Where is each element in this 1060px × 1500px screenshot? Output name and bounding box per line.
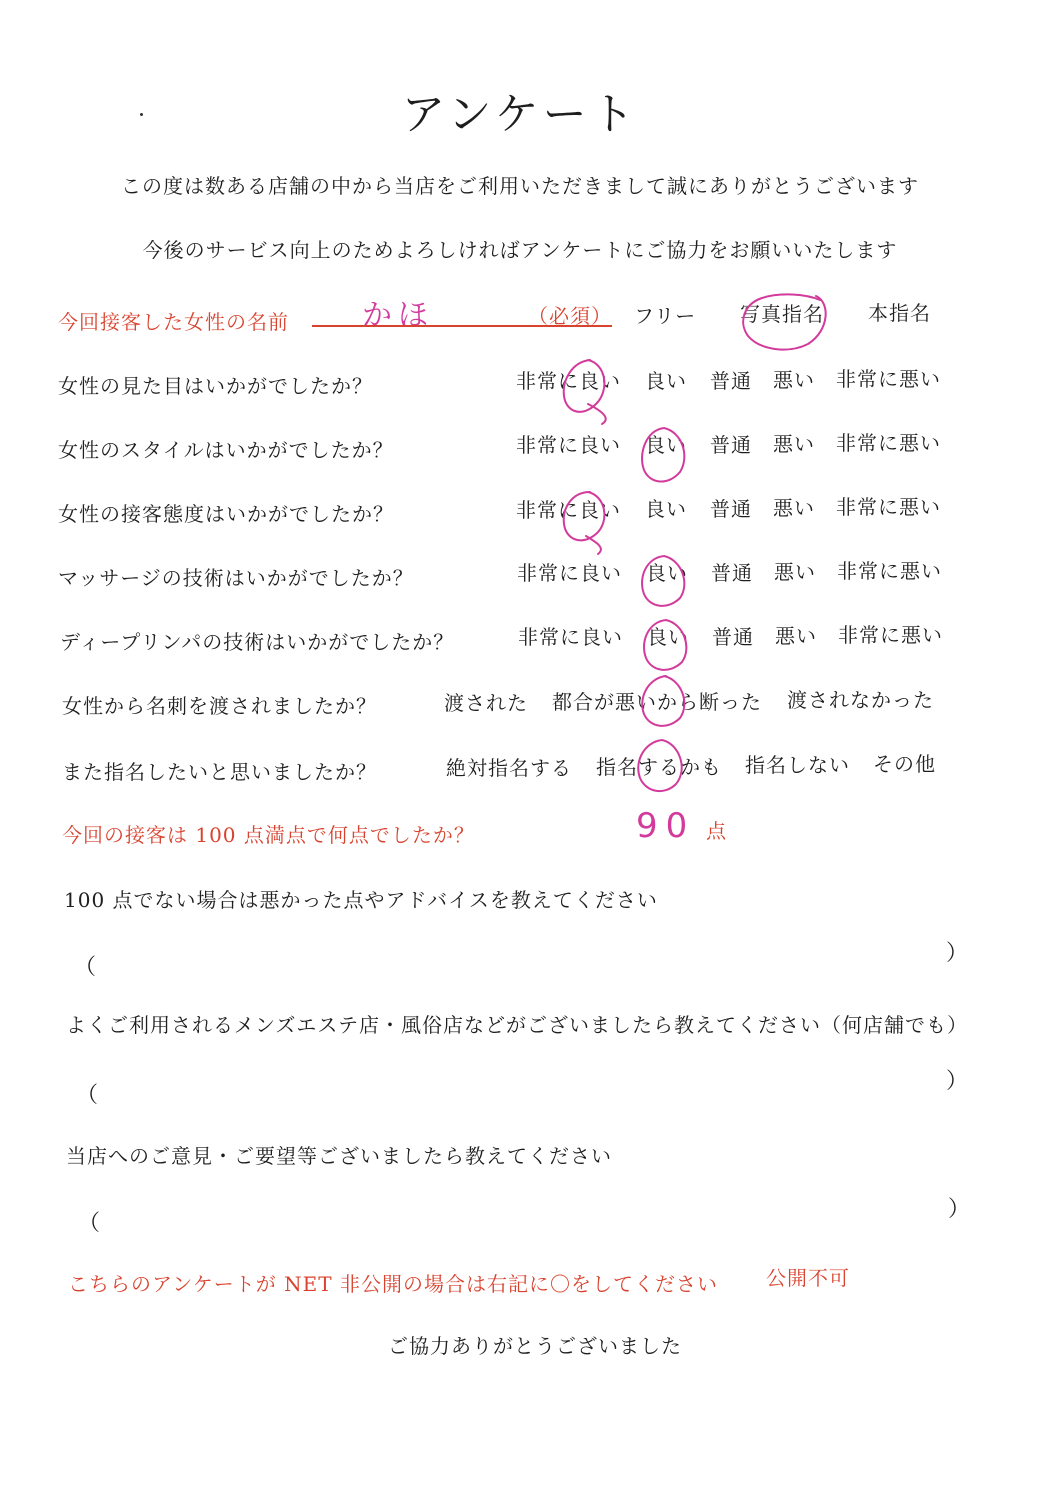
q3-very-bad[interactable]: 非常に悪い — [836, 495, 941, 519]
q3-very-good[interactable]: 非常に良い — [516, 498, 621, 522]
q5-bad[interactable]: 悪い — [775, 624, 817, 648]
question-rebook: また指名したいと思いましたか？ — [62, 760, 377, 784]
required-note: （必須） — [528, 304, 612, 328]
q1-normal[interactable]: 普通 — [710, 369, 752, 393]
question-business-card: 女性から名刺を渡されましたか？ — [62, 694, 377, 718]
thanks-message: ご協力ありがとうございました — [388, 1334, 682, 1358]
question-looks: 女性の見た目はいかがでしたか？ — [58, 374, 373, 398]
circle-q3-very-good — [564, 492, 605, 540]
q3-good[interactable]: 良い — [645, 497, 687, 521]
intro-line-2: 今後のサービス向上のためよろしければアンケートにご協力をお願いいたします — [142, 238, 898, 262]
circle-photo-nomination — [743, 294, 825, 349]
q5-normal[interactable]: 普通 — [712, 625, 754, 649]
q2-good[interactable]: 良い — [645, 433, 687, 457]
rebook-definitely[interactable]: 絶対指名する — [446, 756, 572, 780]
name-label: 今回接客した女性の名前 — [58, 310, 289, 334]
card-not-received[interactable]: 渡されなかった — [787, 688, 934, 712]
circle-card-declined — [642, 676, 684, 726]
q3-bad[interactable]: 悪い — [773, 496, 815, 520]
net-private-option[interactable]: 公開不可 — [766, 1266, 850, 1290]
circle-q1-very-good — [564, 360, 605, 412]
q2-bad[interactable]: 悪い — [773, 432, 815, 456]
score-value[interactable]: 90 — [636, 806, 696, 846]
q1-good[interactable]: 良い — [645, 369, 687, 393]
q3-normal[interactable]: 普通 — [710, 497, 752, 521]
rebook-other[interactable]: その他 — [873, 752, 936, 776]
q1-bad[interactable]: 悪い — [773, 368, 815, 392]
advice-close-paren: ） — [946, 941, 969, 966]
handwritten-name: かほ — [362, 298, 434, 333]
opinions-label: 当店へのご意見・ご要望等ございましたら教えてください — [66, 1144, 612, 1168]
card-declined[interactable]: 都合が悪いから断った — [552, 690, 762, 714]
opinions-open-paren: （ — [78, 1211, 101, 1236]
question-style: 女性のスタイルはいかがでしたか？ — [58, 438, 394, 462]
q2-very-good[interactable]: 非常に良い — [516, 433, 621, 457]
other-shops-label: よくご利用されるメンズエステ店・風俗店などがございましたら教えてください（何店舗でも） — [66, 1013, 968, 1037]
q4-normal[interactable]: 普通 — [711, 561, 753, 585]
question-massage: マッサージの技術はいかがでしたか？ — [58, 566, 414, 590]
q1-very-good[interactable]: 非常に良い — [516, 369, 621, 393]
q5-good[interactable]: 良い — [647, 625, 689, 649]
q4-bad[interactable]: 悪い — [774, 560, 816, 584]
question-deep-lymph: ディープリンパの技術はいかがでしたか？ — [60, 630, 455, 654]
circle-q5-good — [644, 620, 686, 670]
q4-very-good[interactable]: 非常に良い — [517, 561, 622, 585]
circle-q4-good — [642, 556, 684, 606]
q4-good[interactable]: 良い — [646, 561, 688, 585]
other-shops-open-paren: （ — [76, 1083, 99, 1108]
opinions-close-paren: ） — [948, 1197, 971, 1222]
rebook-maybe[interactable]: 指名するかも — [596, 755, 722, 779]
option-main-nomination[interactable]: 本指名 — [868, 301, 931, 325]
circle-q2-good — [642, 428, 684, 482]
q5-very-bad[interactable]: 非常に悪い — [838, 623, 943, 647]
intro-line-1: この度は数ある店舗の中から当店をご利用いただきまして誠にありがとうございます — [121, 174, 919, 198]
question-attitude: 女性の接客態度はいかがでしたか？ — [58, 502, 394, 526]
score-label: 今回の接客は 100 点満点で何点でしたか？ — [62, 823, 475, 847]
advice-label: 100 点でない場合は悪かった点やアドバイスを教えてください — [64, 888, 658, 912]
q2-very-bad[interactable]: 非常に悪い — [836, 431, 941, 455]
q1-very-bad[interactable]: 非常に悪い — [836, 367, 941, 391]
q4-very-bad[interactable]: 非常に悪い — [837, 559, 942, 583]
q2-normal[interactable]: 普通 — [710, 433, 752, 457]
card-received[interactable]: 渡された — [444, 691, 528, 715]
advice-open-paren: （ — [74, 955, 97, 980]
net-private-label: こちらのアンケートが NET 非公開の場合は右記に〇をしてください — [68, 1272, 718, 1296]
option-free[interactable]: フリー — [634, 304, 697, 328]
other-shops-close-paren: ） — [946, 1069, 969, 1094]
q5-very-good[interactable]: 非常に良い — [518, 625, 623, 649]
connector-q1 — [588, 404, 606, 424]
page-title: アンケート — [401, 89, 639, 140]
circle-rebook-maybe — [638, 740, 681, 791]
option-photo-nomination[interactable]: 写真指名 — [740, 302, 824, 326]
rebook-no[interactable]: 指名しない — [745, 753, 850, 777]
score-unit: 点 — [706, 819, 727, 843]
